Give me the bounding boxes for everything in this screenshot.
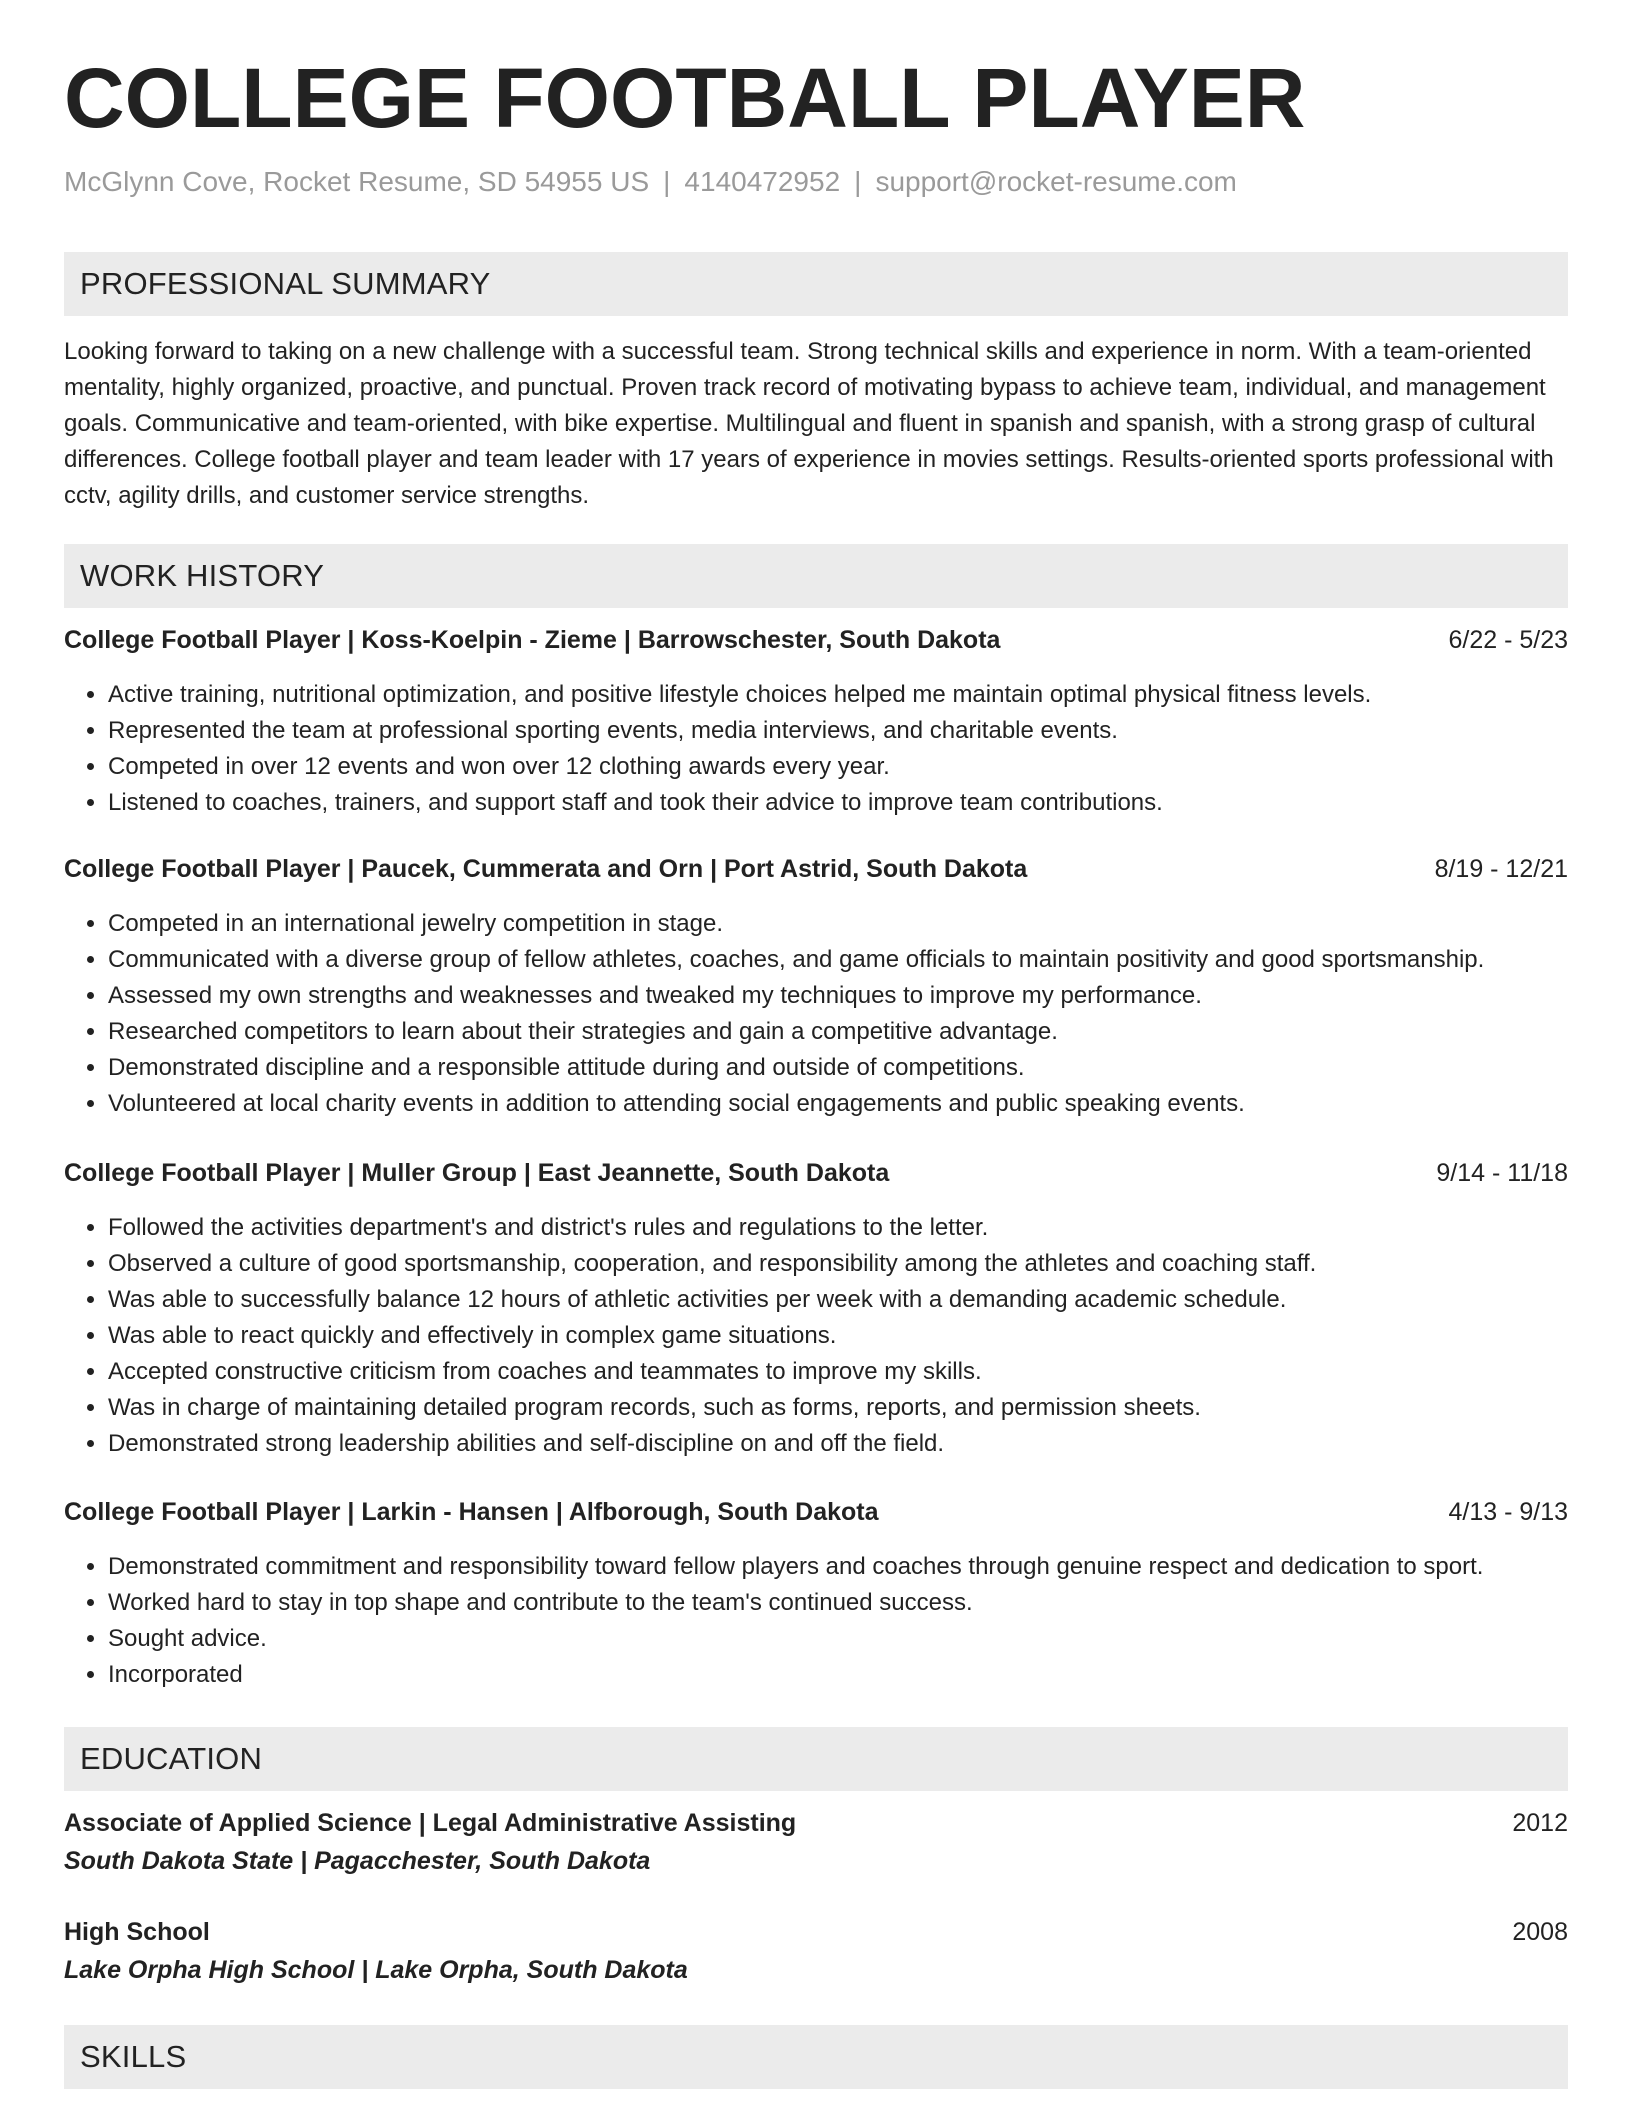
section-header-education: [64, 1727, 1568, 1791]
job-bullet: • Was in charge of maintaining detailed program records, such as forms, reports, and permission sheets.: [108, 1390, 1612, 1426]
job-title: College Football Player | Koss-Koelpin - Zieme | Barrowschester, South Dakota: [64, 626, 1001, 654]
education-year: 2008: [1512, 1918, 1568, 1946]
job-bullet: • Researched competitors to learn about their strategies and gain a competitive advantage.: [108, 1014, 1612, 1050]
job-bullet: • Accepted constructive criticism from coaches and teammates to improve my skills.: [108, 1354, 1612, 1390]
section-title: EDUCATION: [80, 1741, 263, 1776]
job-bullet: • Sought advice.: [108, 1621, 1612, 1657]
section-title: WORK HISTORY: [80, 558, 325, 593]
contact-line: [64, 166, 1237, 198]
job-title: College Football Player | Muller Group | East Jeannette, South Dakota: [64, 1159, 890, 1187]
job-bullet: • Observed a culture of good sportsmanship, cooperation, and responsibility among the athletes and coaching staff.: [108, 1246, 1612, 1282]
job-bullet: • Listened to coaches, trainers, and support staff and took their advice to improve team contributions.: [108, 785, 1612, 821]
job-bullets: [64, 677, 1612, 821]
job-bullet: • Demonstrated commitment and responsibility toward fellow players and coaches through genuine respect and dedication to sport.: [108, 1549, 1612, 1585]
education-school: South Dakota State | Pagacchester, South Dakota: [64, 1847, 651, 1875]
job-bullet: • Demonstrated discipline and a responsible attitude during and outside of competitions.: [108, 1050, 1612, 1086]
job-bullet: • Was able to react quickly and effectively in complex game situations.: [108, 1318, 1612, 1354]
education-school: Lake Orpha High School | Lake Orpha, South Dakota: [64, 1956, 688, 1984]
job-bullet: • Active training, nutritional optimization, and positive lifestyle choices helped me maintain optimal physical fitness levels.: [108, 677, 1612, 713]
job-bullet: • Competed in an international jewelry competition in stage.: [108, 906, 1612, 942]
job-bullet: • Competed in over 12 events and won over 12 clothing awards every year.: [108, 749, 1612, 785]
contact-separator: |: [663, 166, 671, 197]
job-bullet: • Communicated with a diverse group of fellow athletes, coaches, and game officials to maintain positivity and good sportsmanship.: [108, 942, 1612, 978]
contact-email: support@rocket-resume.com: [875, 166, 1237, 197]
section-header-skills: [64, 2025, 1568, 2089]
education-title: High School: [64, 1918, 210, 1946]
job-dates: 4/13 - 9/13: [1448, 1498, 1568, 1526]
job-bullets: [64, 1549, 1612, 1693]
job-bullet: • Demonstrated strong leadership abilities and self-discipline on and off the field.: [108, 1426, 1612, 1462]
job-bullets: [64, 906, 1612, 1122]
contact-phone: 4140472952: [684, 166, 841, 197]
job-title: College Football Player | Paucek, Cummerata and Orn | Port Astrid, South Dakota: [64, 855, 1028, 883]
job-bullet: • Volunteered at local charity events in addition to attending social engagements and public speaking events.: [108, 1086, 1612, 1122]
job-bullet: • Was able to successfully balance 12 hours of athletic activities per week with a demanding academic schedule.: [108, 1282, 1612, 1318]
education-title: Associate of Applied Science | Legal Administrative Assisting: [64, 1809, 797, 1837]
job-dates: 6/22 - 5/23: [1448, 626, 1568, 654]
contact-address: McGlynn Cove, Rocket Resume, SD 54955 US: [64, 166, 650, 197]
job-dates: 9/14 - 11/18: [1436, 1159, 1568, 1187]
job-bullets: [64, 1210, 1612, 1462]
job-bullet: • Incorporated: [108, 1657, 1612, 1693]
job-bullet: • Followed the activities department's and district's rules and regulations to the letter.: [108, 1210, 1612, 1246]
section-title: PROFESSIONAL SUMMARY: [80, 266, 491, 301]
education-year: 2012: [1512, 1809, 1568, 1837]
section-header-work-history: [64, 544, 1568, 608]
job-dates: 8/19 - 12/21: [1434, 855, 1568, 883]
section-title: SKILLS: [80, 2039, 187, 2074]
job-title: College Football Player | Larkin - Hansen | Alfborough, South Dakota: [64, 1498, 879, 1526]
job-bullet: • Worked hard to stay in top shape and contribute to the team's continued success.: [108, 1585, 1612, 1621]
job-bullet: • Assessed my own strengths and weaknesses and tweaked my techniques to improve my performance.: [108, 978, 1612, 1014]
summary-text: Looking forward to taking on a new challenge with a successful team. Strong technical skills and experience in norm. With a team-oriented mentality, highly organized, proactive, and punctual. Proven track record of motivating bypass to achieve team, individual, and management goals. Communicative and team-oriented, with bike expertise. Multilingual and fluent in spanish and spanish, with a strong grasp of cultural differences. College football player and team leader with 17 years of experience in movies settings. Results-oriented sports professional with cctv, agility drills, and customer service strengths.: [64, 338, 1554, 509]
candidate-name: COLLEGE FOOTBALL PLAYER: [64, 51, 1306, 145]
section-header-summary: [64, 252, 1568, 316]
contact-separator: |: [854, 166, 862, 197]
job-bullet: • Represented the team at professional sporting events, media interviews, and charitable events.: [108, 713, 1612, 749]
